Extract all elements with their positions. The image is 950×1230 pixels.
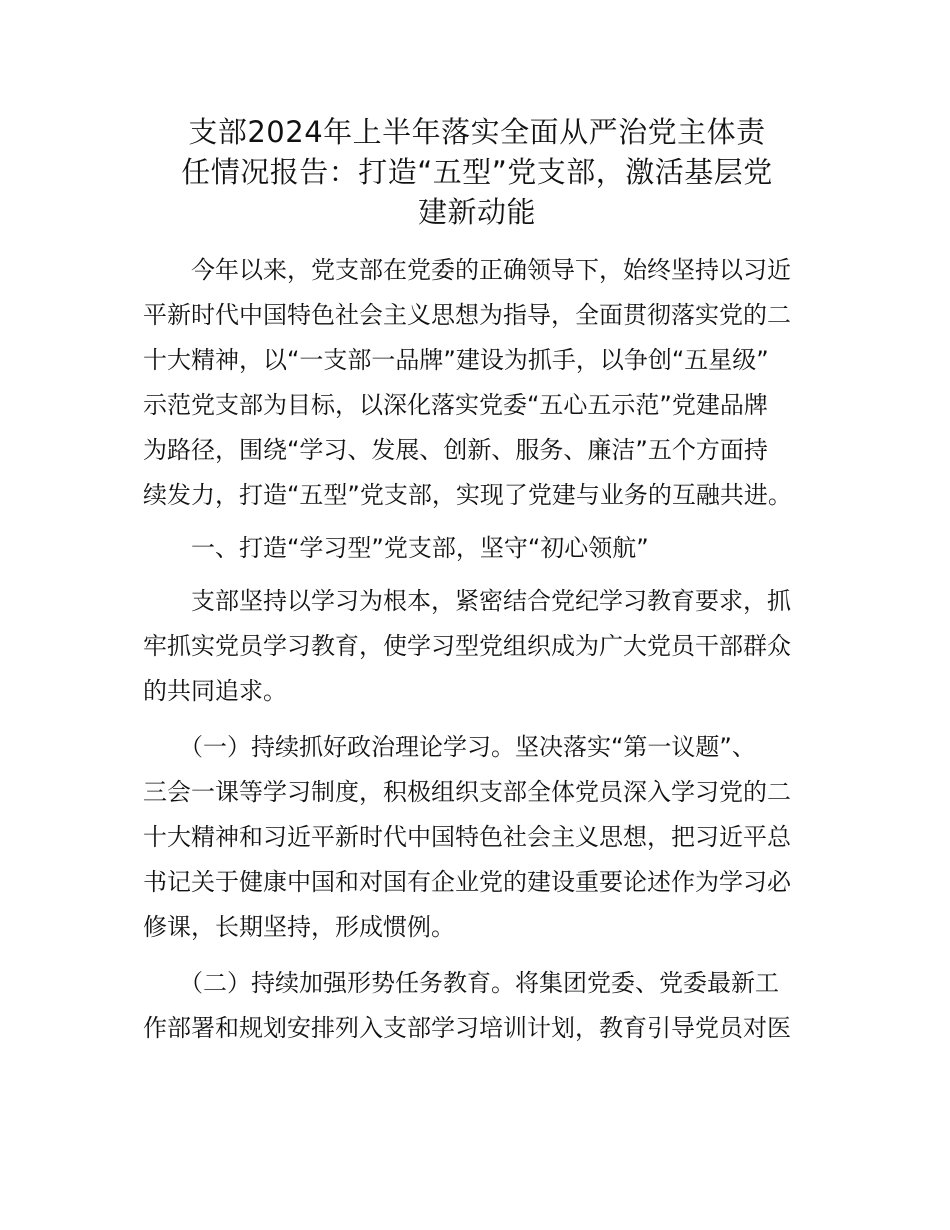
text-line: 为路径，围绕“学习、发展、创新、服务、廉洁”五个方面持 (143, 436, 768, 464)
title-line: 支部2024年上半年落实全面从严治党主体责 (188, 115, 766, 149)
text-line: 十大精神，以“一支部一品牌”建设为抓手，以争创“五星级” (143, 346, 769, 374)
text-line: 的共同追求。 (143, 677, 287, 705)
intro-paragraph (143, 248, 811, 518)
text-line: 示范党支部为目标，以深化落实党委“五心五示范”党建品牌 (143, 391, 768, 419)
text-line: 书记关于健康中国和对国有企业党的建设重要论述作为学习必 (143, 868, 791, 896)
text-line: 十大精神和习近平新时代中国特色社会主义思想，把习近平总 (143, 823, 791, 851)
title-line: 建新动能 (417, 195, 536, 229)
text-line: （一）持续抓好政治理论学习。坚决落实“第一议题”、 (143, 733, 756, 761)
subsection-paragraph (143, 961, 811, 1051)
text-line: 三会一课等学习制度，积极组织支部全体党员深入学习党的二 (143, 778, 791, 806)
text-line: 牢抓实党员学习教育，使学习型党组织成为广大党员干部群众 (143, 632, 791, 660)
document-page (143, 112, 811, 1051)
document-title (143, 112, 811, 232)
section-paragraph (143, 579, 811, 714)
text-line: 一、打造“学习型”党支部，坚守“初心领航” (143, 534, 649, 562)
text-line: 平新时代中国特色社会主义思想为指导，全面贯彻落实党的二 (143, 301, 791, 329)
text-line: 修课，长期坚持，形成惯例。 (143, 913, 455, 941)
section-heading (143, 526, 811, 571)
text-line: 支部坚持以学习为根本，紧密结合党纪学习教育要求，抓 (143, 587, 791, 615)
text-line: 今年以来，党支部在党委的正确领导下，始终坚持以习近 (143, 256, 791, 284)
title-line: 任情况报告：打造“五型”党支部，激活基层党 (181, 155, 773, 189)
text-line: 作部署和规划安排列入支部学习培训计划，教育引导党员对医 (143, 1014, 791, 1042)
text-line: 续发力，打造“五型”党支部，实现了党建与业务的互融共进。 (143, 481, 792, 509)
subsection-paragraph (143, 725, 811, 950)
text-line: （二）持续加强形势任务教育。将集团党委、党委最新工 (143, 969, 779, 997)
